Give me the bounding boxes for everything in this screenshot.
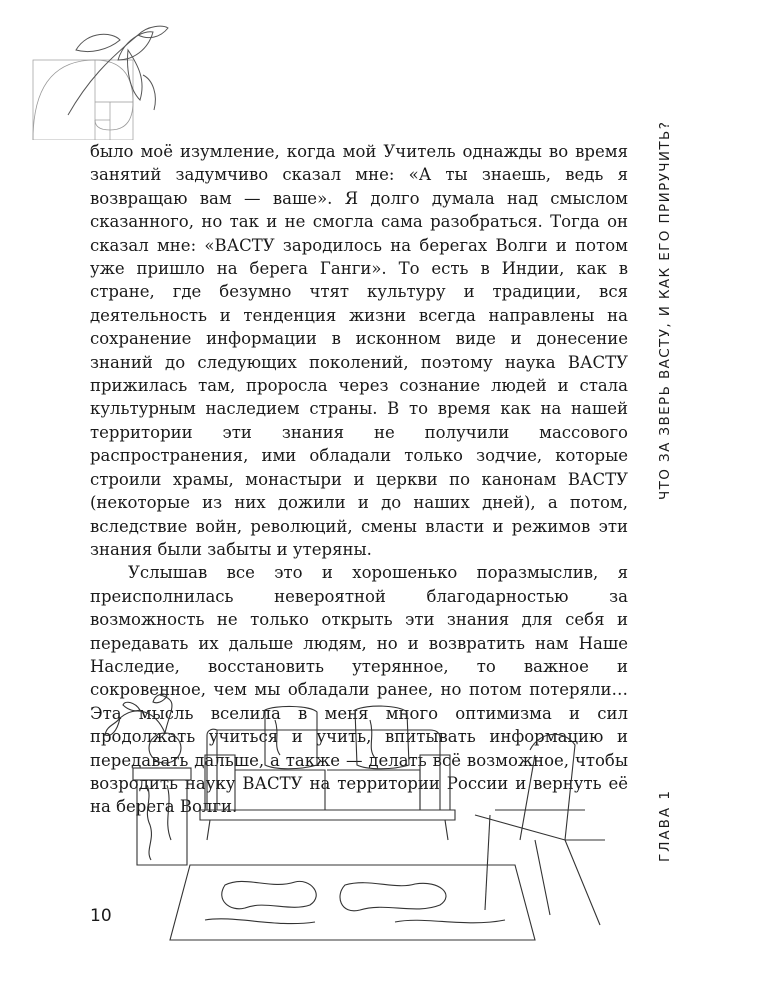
paragraph-2: Услышав все это и хорошенько поразмыслив, я преисполнилась невероятной благодарностью за возможность не только открыть эти знания для себя и передавать их дальше людям, но и возвратить нам Наше Наследие, восстановить утерянное, то важное и сокровенное, чем мы обладали ранее, но потом потеряли… Эта мысль вселила в меня много оптимизма и сил продолжать учиться и учить, впитывать информацию и передавать дальше, а также — делать всё возможное, чтобы возродить науку ВАСТУ на территории России и вернуть её на берега Волги. xyxy=(90,563,628,817)
page-number: 10 xyxy=(90,906,112,926)
golden-ratio-plant-ornament xyxy=(28,20,178,140)
paragraph-1: было моё изумление, когда мой Учитель однажды во время занятий задумчиво сказал мне: «А ты знаешь, ведь я возвращаю вам — ваше». Я долго думала над смыслом сказанного, но так и не смогла сама разобраться. Тогда он сказал мне: «ВАСТУ зародилось на берегах Волги и потом уже пришло на берега Ганги». То есть в Индии, как в стране, где безумно чтят культуру и традиции, вся деятельность и тенденция жизни всегда направлены на сохранение информации в исконном виде и донесение знаний до следующих поколений, поэтому наука ВАСТУ прижилась там, проросла через сознание людей и стала культурным наследием страны. В то время как на нашей территории эти знания не получили массового распространения, ими обладали только зодчие, которые строили храмы, монастыри и церкви по канонам ВАСТУ (некоторые из них дожили и до наших дней), а потом, вследствие войн, революций, смены власти и режимов эти знания были забыты и утеряны. xyxy=(90,142,628,559)
running-head-chapter: ГЛАВА 1 xyxy=(657,789,673,862)
running-head-title: ЧТО ЗА ЗВЕРЬ ВАСТУ, И КАК ЕГО ПРИРУЧИТЬ? xyxy=(657,120,673,500)
living-room-line-illustration xyxy=(95,690,630,950)
